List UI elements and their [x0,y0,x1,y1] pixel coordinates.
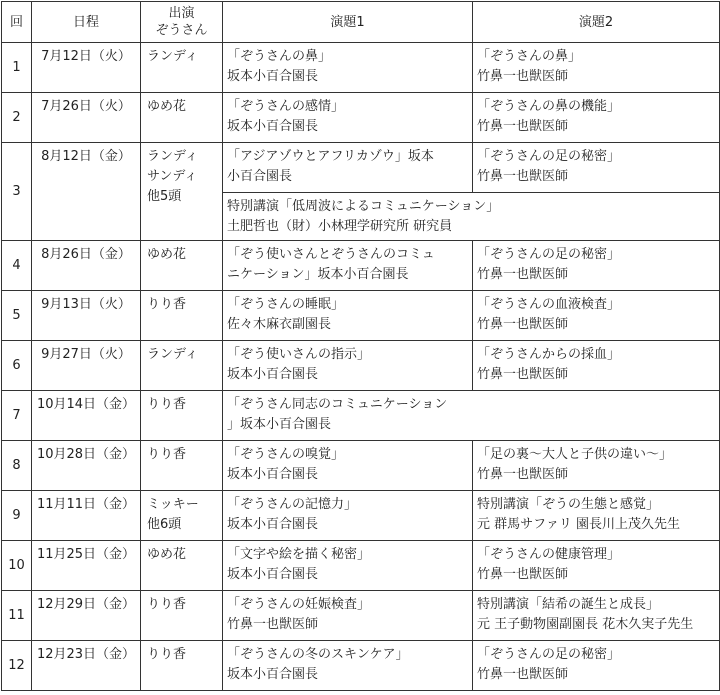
row-topic2: 特別講演「結希の誕生と成長」 元 王子動物園副園長 花木久実子先生 [473,591,720,641]
row-topic1: 「アジアゾウとアフリカゾウ」坂本 小百合園長 [223,143,473,193]
row-topic1: 「ぞうさんの睡眠」 佐々木麻衣副園長 [223,291,473,341]
table-row [2,93,720,143]
row-date: 10月14日（金） [32,391,141,441]
header-row [2,2,720,43]
row-elephant: りり香 [141,441,223,491]
table-row [2,541,720,591]
row-date: 9月13日（火） [32,291,141,341]
table-row [2,641,720,691]
row-topic2: 「ぞうさんの足の秘密」 竹鼻一也獣医師 [473,641,720,691]
header-topic2: 演題2 [473,2,720,43]
row-num: 10 [2,541,32,591]
row-topic2: 「足の裏～大人と子供の違い～」 竹鼻一也獣医師 [473,441,720,491]
row-topic1: 「ぞうさんの感情」 坂本小百合園長 [223,93,473,143]
row-date: 7月26日（火） [32,93,141,143]
row-topic1: 「ぞうさんの記憶力」 坂本小百合園長 [223,491,473,541]
row-topic2: 特別講演「ぞうの生態と感覚」 元 群馬サファリ 園長川上茂久先生 [473,491,720,541]
row-topic1: 「ぞうさんの妊娠検査」 竹鼻一也獣医師 [223,591,473,641]
row-date: 12月23日（金） [32,641,141,691]
row-date: 9月27日（火） [32,341,141,391]
row-elephant: ランディ [141,341,223,391]
table-row [2,441,720,491]
row-topic1: 「文字や絵を描く秘密」 坂本小百合園長 [223,541,473,591]
row-num: 1 [2,43,32,93]
row-topic2: 「ぞうさんの足の秘密」 竹鼻一也獣医師 [473,143,720,193]
row-num: 6 [2,341,32,391]
row-topic1: 「ぞうさんの鼻」 坂本小百合園長 [223,43,473,93]
header-elephant: 出演 ぞうさん [141,2,223,43]
row-num: 12 [2,641,32,691]
row-elephant: りり香 [141,591,223,641]
row-date: 8月26日（金） [32,241,141,291]
table-row [2,591,720,641]
row-topic1: 「ぞうさんの嗅覚」 坂本小百合園長 [223,441,473,491]
row-topic2: 「ぞうさんからの採血」 竹鼻一也獣医師 [473,341,720,391]
row-topic2: 「ぞうさんの鼻の機能」 竹鼻一也獣医師 [473,93,720,143]
row-num: 5 [2,291,32,341]
row-elephant: りり香 [141,291,223,341]
header-date: 日程 [32,2,141,43]
row-date: 11月11日（金） [32,491,141,541]
header-topic1: 演題1 [223,2,473,43]
row-elephant: りり香 [141,391,223,441]
row-elephant: りり香 [141,641,223,691]
table-row [2,391,720,441]
row-num: 3 [2,143,32,241]
row-elephant: ゆめ花 [141,93,223,143]
row-num: 4 [2,241,32,291]
row-topic1: 「ぞう使いさんとぞうさんのコミュ ニケーション」坂本小百合園長 [223,241,473,291]
row-num: 11 [2,591,32,641]
row-num: 7 [2,391,32,441]
table-row [2,491,720,541]
row-topic2: 「ぞうさんの血液検査」 竹鼻一也獣医師 [473,291,720,341]
header-num: 回 [2,2,32,43]
row-elephant: ランディ [141,43,223,93]
row-elephant: ゆめ花 [141,541,223,591]
row-elephant: ランディ サンディ 他5頭 [141,143,223,241]
table-row [2,241,720,291]
row-elephant: ゆめ花 [141,241,223,291]
row-topic2: 「ぞうさんの足の秘密」 竹鼻一也獣医師 [473,241,720,291]
row-date: 7月12日（火） [32,43,141,93]
table-row [2,143,720,193]
table-row [2,291,720,341]
row-topic2: 「ぞうさんの健康管理」 竹鼻一也獣医師 [473,541,720,591]
row-date: 11月25日（金） [32,541,141,591]
row-elephant: ミッキー 他6頭 [141,491,223,541]
table-row [2,43,720,93]
row-topic2: 「ぞうさんの鼻」 竹鼻一也獣医師 [473,43,720,93]
row-num: 2 [2,93,32,143]
row-topic-merged: 「ぞうさん同志のコミュニケーション 」坂本小百合園長 [223,391,720,441]
row-topic1: 「ぞうさんの冬のスキンケア」 坂本小百合園長 [223,641,473,691]
row-date: 10月28日（金） [32,441,141,491]
row-date: 12月29日（金） [32,591,141,641]
table-row [2,341,720,391]
row-topic1: 「ぞう使いさんの指示」 坂本小百合園長 [223,341,473,391]
row-date: 8月12日（金） [32,143,141,241]
row-num: 9 [2,491,32,541]
row-num: 8 [2,441,32,491]
lecture-schedule-table [1,1,720,691]
row-special-lecture: 特別講演「低周波によるコミュニケーション」 土肥哲也（財）小林理学研究所 研究員 [223,193,720,241]
